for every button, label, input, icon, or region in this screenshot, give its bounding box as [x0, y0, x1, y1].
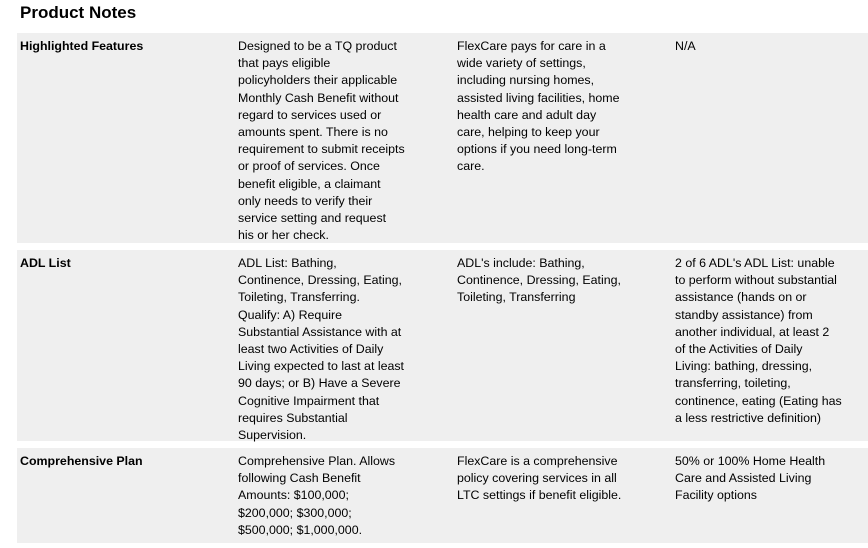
table-row-adl-list	[17, 250, 868, 441]
product-2-cell: ADL's include: Bathing, Continence, Dressing, Eating, Toileting, Transferring	[457, 256, 621, 305]
product-2-cell: FlexCare is a comprehensive policy covering services in all LTC settings if benefit eligible.	[457, 454, 622, 503]
row-label: ADL List	[20, 256, 71, 270]
product-3-cell: 50% or 100% Home Health Care and Assisted Living Facility options	[675, 454, 826, 503]
table-row-highlighted-features	[17, 33, 868, 243]
product-1-cell: Designed to be a TQ product that pays eligible policyholders their applicable Monthly Cash Benefit without regard to services used or amounts spent. There is no requirement to submit receipts or proof of services. Once benefit eligible, a claimant only needs to verify their service setting and request his or her check.	[238, 39, 405, 243]
page-title: Product Notes	[20, 3, 137, 22]
product-1-cell: ADL List: Bathing, Continence, Dressing, Eating, Toileting, Transferring. Qualify: A) Require Substantial Assistance with at least two Activities of Daily Living expected to last at least 90 days; or B) Have a Severe Cognitive Impairment that requires Substantial Supervision.	[238, 256, 404, 443]
product-3-cell: N/A	[675, 39, 696, 53]
table-row-comprehensive-plan	[17, 448, 868, 543]
row-label: Comprehensive Plan	[20, 454, 143, 468]
row-label: Highlighted Features	[20, 39, 144, 53]
product-1-cell: Comprehensive Plan. Allows following Cash Benefit Amounts: $100,000; $200,000; $300,000; $500,000; $1,000,000.	[238, 454, 396, 537]
product-2-cell: FlexCare pays for care in a wide variety of settings, including nursing homes, assisted living facilities, home health care and adult day care, helping to keep your options if you need long-term care.	[457, 39, 620, 174]
product-3-cell: 2 of 6 ADL's ADL List: unable to perform without substantial assistance (hands on or standby assistance) from another individual, at least 2 of the Activities of Daily Living: bathing, dressing, transferring, toileting, continence, eating (Eating has a less restrictive definition)	[675, 256, 842, 425]
